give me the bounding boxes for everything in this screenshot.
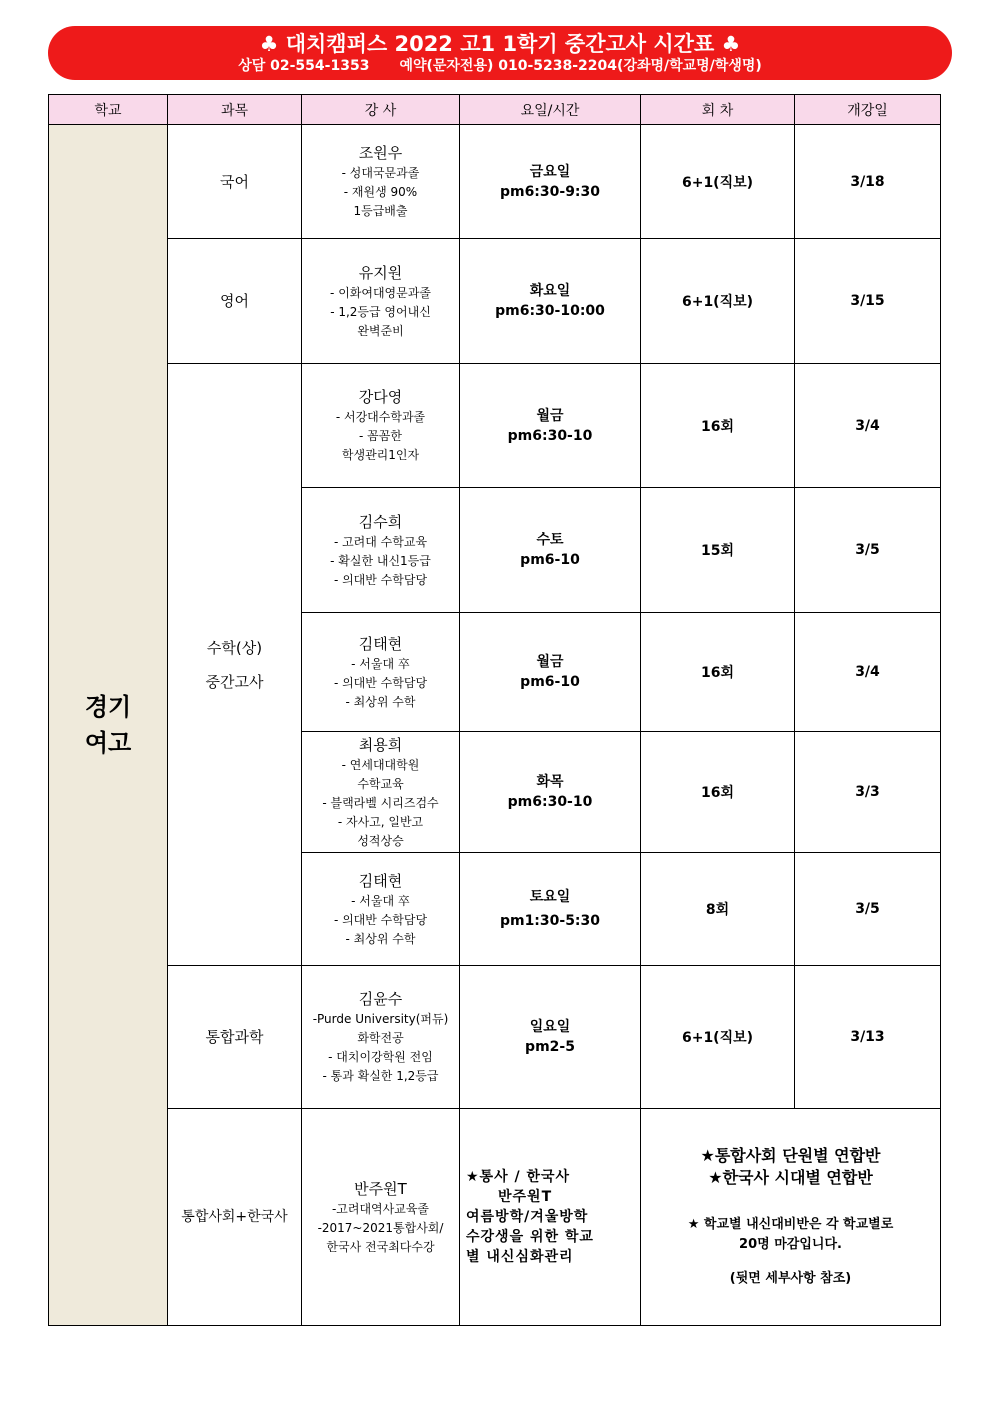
col-time: 요일/시간 — [460, 95, 641, 125]
instructor-cell — [302, 239, 460, 364]
table-row — [49, 364, 941, 488]
instructor-note: - 서울대 卒 — [351, 656, 410, 671]
time-hours: pm6:30-10 — [507, 794, 593, 810]
program-note-cell — [460, 1109, 641, 1326]
program-note-line: 여름방학/겨울방학 — [466, 1209, 589, 1225]
table-row — [49, 966, 941, 1109]
start-date-cell: 3/3 — [795, 732, 941, 853]
col-start: 개강일 — [795, 95, 941, 125]
instructor-note: - 블랙라벨 시리즈검수 — [322, 795, 439, 810]
time-cell — [460, 488, 641, 613]
instructor-note: -고려대역사교육졸 — [331, 1201, 430, 1216]
instructor-note: - 자사고, 일반고 — [337, 814, 424, 829]
instructor-note: - 서강대수학과졸 — [335, 410, 426, 424]
start-date-cell: 3/18 — [795, 125, 941, 239]
subject-cell: 국어 — [168, 125, 302, 239]
sessions-cell: 16회 — [641, 613, 795, 732]
timetable — [48, 94, 941, 1326]
time-day: 토요일 — [529, 889, 571, 905]
instructor-note: -Purde University(퍼듀) — [312, 1012, 449, 1026]
start-date-cell: 3/5 — [795, 488, 941, 613]
instructor-note: - 의대반 수학담당 — [333, 912, 428, 927]
instructor-name: 김윤수 — [358, 990, 403, 1008]
instructor-note: 화학전공 — [357, 1031, 404, 1045]
booking-phone: 예약(문자전용) 010-5238-2204(강좌명/학교명/학생명) — [399, 58, 762, 74]
start-date-cell: 3/5 — [795, 853, 941, 966]
instructor-name: 반주원T — [354, 1179, 407, 1198]
instructor-note: - 대치이강학원 전임 — [328, 1050, 433, 1064]
instructor-name: 최용희 — [358, 735, 403, 754]
start-date-cell: 3/13 — [795, 966, 941, 1109]
page-title: ♣ 대치캠퍼스 2022 고1 1학기 중간고사 시간표 ♣ — [259, 32, 741, 56]
instructor-cell — [302, 853, 460, 966]
col-subject: 과목 — [168, 95, 302, 125]
class-info-line: ★통합사회 단원별 연합반 — [700, 1146, 881, 1165]
subject-cell: 통합사회+한국사 — [168, 1109, 302, 1326]
instructor-name: 강다영 — [358, 388, 403, 406]
instructor-note: 완벽준비 — [357, 323, 404, 338]
time-day: 수토 — [536, 532, 564, 548]
instructor-note: - 통과 확실한 1,2등급 — [322, 1069, 439, 1083]
instructor-note: 한국사 전국최다수강 — [326, 1239, 435, 1254]
contact-line — [48, 57, 952, 75]
instructor-note: - 이화여대영문과졸 — [330, 285, 431, 300]
sessions-cell: 8회 — [641, 853, 795, 966]
time-cell — [460, 613, 641, 732]
school-cell — [49, 125, 168, 1326]
time-cell — [460, 966, 641, 1109]
time-cell — [460, 125, 641, 239]
program-note-line: 별 내신심화관리 — [466, 1249, 574, 1265]
subject-cell: 영어 — [168, 239, 302, 364]
table-header-row — [49, 95, 941, 125]
table-row — [49, 239, 941, 364]
time-cell — [460, 364, 641, 488]
instructor-name: 김태현 — [358, 634, 403, 653]
time-cell — [460, 239, 641, 364]
time-day: 월금 — [536, 654, 564, 670]
table-row — [49, 125, 941, 239]
start-date-cell: 3/4 — [795, 364, 941, 488]
instructor-cell — [302, 364, 460, 488]
time-hours: pm1:30-5:30 — [499, 913, 601, 929]
instructor-name: 조원우 — [358, 144, 403, 162]
school-name-line: 여고 — [84, 729, 132, 757]
instructor-cell — [302, 732, 460, 853]
time-hours: pm6:30-10:00 — [495, 303, 605, 319]
class-info-line: ★ 학교별 내신대비반은 각 학교별로 — [687, 1217, 894, 1232]
instructor-note: - 확실한 내신1등급 — [330, 553, 431, 568]
program-note-line: ★통사 / 한국사 — [466, 1169, 571, 1185]
instructor-note: - 성대국문과졸 — [341, 166, 420, 180]
time-cell — [460, 853, 641, 966]
sessions-cell: 6+1(직보) — [641, 966, 795, 1109]
instructor-note: 학생관리1인자 — [341, 448, 420, 462]
time-hours: pm6:30-10 — [507, 427, 593, 444]
class-info-line: 20명 마감입니다. — [739, 1237, 842, 1252]
instructor-note: - 최상위 수학 — [345, 931, 416, 946]
instructor-note: - 재원생 90% — [343, 185, 418, 199]
instructor-note: - 의대반 수학담당 — [333, 675, 428, 690]
time-hours: pm6-10 — [520, 552, 580, 568]
time-hours: pm6-10 — [520, 674, 580, 690]
col-instructor: 강 사 — [302, 95, 460, 125]
instructor-note: - 1,2등급 영어내신 — [330, 304, 431, 319]
time-day: 금요일 — [529, 163, 571, 180]
sessions-cell: 6+1(직보) — [641, 239, 795, 364]
instructor-note: - 최상위 수학 — [345, 694, 416, 709]
subject-cell-math — [168, 364, 302, 966]
start-date-cell: 3/15 — [795, 239, 941, 364]
time-day: 화요일 — [529, 283, 571, 299]
instructor-cell — [302, 966, 460, 1109]
instructor-note: - 연세대대학원 — [341, 757, 420, 772]
subject-cell: 통합과학 — [168, 966, 302, 1109]
time-cell — [460, 732, 641, 853]
time-hours: pm2-5 — [525, 1039, 575, 1055]
table-row — [49, 1109, 941, 1326]
instructor-cell — [302, 488, 460, 613]
instructor-note: - 의대반 수학담당 — [333, 572, 428, 587]
class-info-line: ★한국사 시대별 연합반 — [708, 1168, 873, 1187]
instructor-note: - 꼼꼼한 — [359, 429, 402, 443]
subject-line: 수학(상) — [206, 638, 263, 657]
sessions-cell: 16회 — [641, 364, 795, 488]
sessions-cell: 16회 — [641, 732, 795, 853]
instructor-note: 성적상승 — [357, 833, 404, 848]
col-sessions: 회 차 — [641, 95, 795, 125]
instructor-cell — [302, 1109, 460, 1326]
title-banner — [48, 26, 952, 80]
instructor-cell — [302, 125, 460, 239]
col-school: 학교 — [49, 95, 168, 125]
instructor-note: - 고려대 수학교육 — [333, 534, 428, 549]
instructor-note: 수학교육 — [357, 776, 404, 791]
instructor-note: - 서울대 卒 — [351, 893, 410, 908]
instructor-note: -2017~2021통합사회/ — [317, 1220, 444, 1235]
time-hours: pm6:30-9:30 — [499, 183, 601, 200]
instructor-note: 1등급배출 — [353, 204, 408, 218]
subject-line: 중간고사 — [205, 672, 264, 691]
time-day: 월금 — [536, 407, 564, 424]
contact-phone: 상담 02-554-1353 — [238, 58, 370, 74]
time-day: 일요일 — [529, 1019, 571, 1035]
instructor-name: 김수희 — [358, 512, 403, 531]
school-name-line: 경기 — [84, 693, 132, 721]
class-info-line: (뒷면 세부사항 참조) — [729, 1271, 852, 1286]
sessions-cell: 6+1(직보) — [641, 125, 795, 239]
time-day: 화목 — [536, 774, 564, 790]
program-note-line: 수강생을 위한 학교 — [466, 1229, 594, 1245]
start-date-cell: 3/4 — [795, 613, 941, 732]
instructor-cell — [302, 613, 460, 732]
sessions-cell: 15회 — [641, 488, 795, 613]
class-info-cell — [641, 1109, 941, 1326]
program-note-line: 반주원T — [498, 1189, 553, 1205]
instructor-name: 김태현 — [358, 871, 403, 890]
instructor-name: 유지원 — [358, 263, 403, 282]
